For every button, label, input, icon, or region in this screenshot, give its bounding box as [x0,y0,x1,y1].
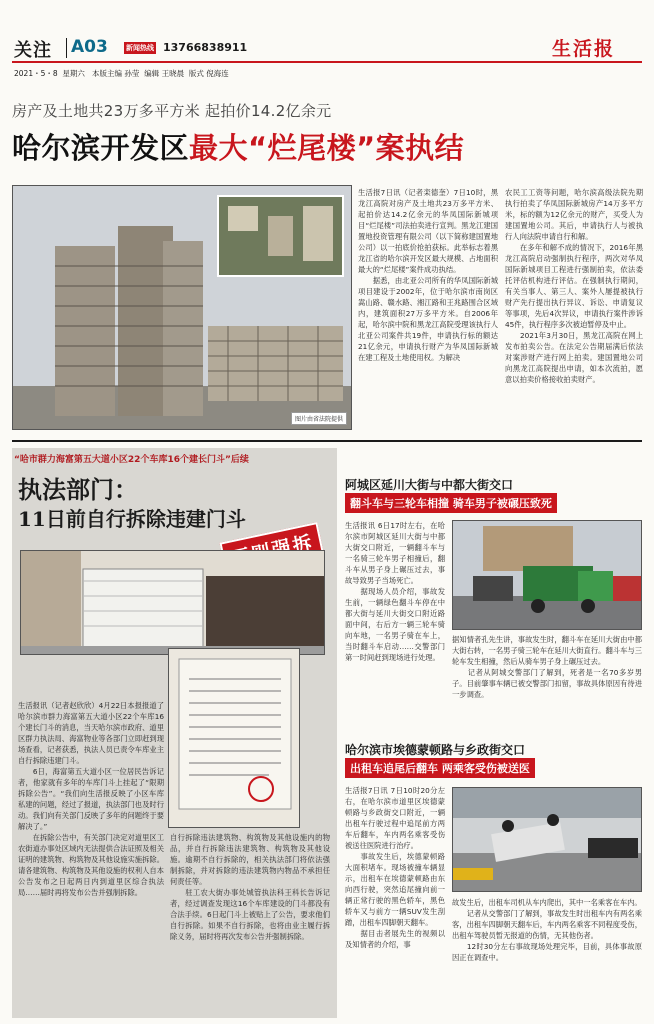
story2-notice-photo [168,648,300,828]
story1-headline-black: 哈尔滨开发区 [12,131,190,165]
story1-headline [12,126,464,167]
story1-photo-caption: 图片由省法院提供 [291,412,347,425]
story3-headline: 阿城区延川大街与中都大街交口 [345,478,514,492]
demolition-notice-illustration [169,649,300,828]
dump-truck-accident-illustration [453,521,642,630]
story3-photo [452,520,642,630]
story2-garage-photo [20,550,325,655]
story3-body-col1: 生活报讯 6日17时左右，在哈尔滨市阿城区延川大街与中都大街交口附近，一辆翻斗车与一名骑三轮车男子相撞后，翻斗车从男子身上碾压过去，事故导致男子当场死亡。 据现场人员介绍，事故发生前，一辆绿色翻斗车停在中都大街与延川大街交口附近路面中间，右后方一辆三轮车骑向车地，一名男子骑在车上，当时翻斗车启动……交警部门第一时间赶到现场进行处理。 [345,521,445,662]
story1-photo [12,185,352,430]
section-title: 关注 [14,40,52,61]
story3-subhead: 翻斗车与三轮车相撞 骑车男子被碾压致死 [345,493,557,513]
hotline-badge: 新闻热线 [126,44,154,52]
newspaper-logo: 生活报 [552,38,616,60]
section-divider [12,440,642,442]
garage-doors-illustration [21,551,325,655]
story1-kicker: 房产及土地共23万多平方米 起拍价14.2亿余元 [12,102,332,120]
story4-photo [452,787,642,892]
story4-subhead: 出租车追尾后翻车 两乘客受伤被送医 [345,758,535,778]
section-separator [66,38,67,58]
story2-body-col1: 生活报讯（记者赵欣欣）4月22日本报报道了哈尔滨市群力海富第五大道小区22个车库16个建长门斗的消息，当天哈尔滨市政府、道里区群力执法局、海富物业等各部门立即赶到现场查看，记者获悉，执法人员已责令车库业主自行拆除违建门斗。 6日，海富第五大道小区一位居民告诉记者，他家就有多年的车库门斗上挂起了“限期拆除公告”。“我们向生活报反映了小区车库私建的问题，经过了报道，执法部门也及时行动。我们向有关部门反映了多年的问题终于要解决了。” 在拆除公告中，有关部门决定对道里区工农街道办事处区域内无法提供合法证照及相关证明的建筑物、构筑物及其他设施实施拆除。请各建筑物、构筑物及其他设施的权利人自本公告发布之日起两日内到道里区综合执法局……届时再将发布公告并强制拆除。 [18,701,164,897]
story2-body-col2: 自行拆除违法建筑物、构筑物及其他设施内的物品，并自行拆除违法建筑物、构筑物及其他设施。逾期不自行拆除的，相关执法部门将依法强制拆除，并对拆除的违法建筑物内物品不承担任何责任等。 驻工农大街办事处城管执法科王科长告诉记者，经过调查发现这16个车库建设的门斗都没有合法手续。6日起门斗上被贴上了公告，要求他们自行拆除。如果不自行拆除，也将由业主履行拆除义务，届时将再次发布公告并强制拆除。 [170,833,330,941]
story1-headline-red: 最大“烂尾楼”案执结 [189,131,465,165]
overturned-taxi-illustration [453,788,642,892]
story2-headline-line2: 11日前自行拆除违建门斗 [18,507,246,531]
hotline-number: 13766838911 [163,41,248,54]
story3-body-col2: 据知情者孔先生讲，事故发生时，翻斗车在延川大街由中都大街右转，一名男子骑三轮车在延川大街直行。翻斗车与三轮车发生相撞，然后从骑车男子身上碾压过去。 记者从阿城交警部门了解到，死者是一名70多岁男子。目前肇事车辆已被交警部门扣留，事故具体原因有待进一步调查。 [452,635,642,699]
story4-body-col1: 生活报7日讯 7日10时20分左右，在哈尔滨市道里区埃德蒙顿路与乡政街交口附近，一辆出租车行驶过程中追尾前方两车后翻车，车内两名乘客受伤被送往医院进行治疗。 事故发生后，埃德蒙顿路大面积堵车。现场被撞车辆显示，出租车在埃德蒙顿路由东向西行驶，突然追尾撞向前一辆正常行驶的黑色轿车，黑色轿车又与前方一辆SUV发生刮蹭，出租车四脚朝天翻车。 据目击者展先生的视频以及知情者的介绍，事 [345,786,445,949]
story2-kicker: “哈市群力海富第五大道小区22个车库16个建长门斗”后续 [14,455,249,465]
masthead-rule [12,61,642,63]
story4-headline: 哈尔滨市埃德蒙顿路与乡政街交口 [345,743,526,757]
story2-headline-line1: 执法部门： [18,475,138,504]
masthead [0,0,654,82]
story1-body-col1: 生活报7日讯（记者栾德奎）7日10时，黑龙江高院对房产及土地共23万多平方米、起拍价达14.2亿余元的华凤国际新城项目“烂尾楼”司法拍卖进行宣判。黑龙江建国置地投资管理有限公司（以下简称建国置地公司）以一拍底价抢拍获标。此举标志着黑龙江省的哈尔滨开发区最大规模、占地面积最大的“烂尾楼”案件成功执结。 据悉，由北亚公司所有的华凤国际新城项目建设于2002年，位于哈尔滨市南岗区嵩山路、赣水路、湘江路和王兆路围合区域内，建筑面积27万多平方米。自2006年起，哈尔滨中院和黑龙江高院受理该执行人北亚公司案件共19件，申请执行标的额达21亿余元，申请执行财产为华凤国际新城在建工程及土地使用权。为解决 [358,188,498,362]
story4-body-col2: 故发生后，出租车司机从车内爬出，其中一名乘客在车内。 记者从交警部门了解到，事故发生时出租车内有两名乘客，出租车四脚朝天翻车后，车内两名乘客不同程度受伤，出租车驾驶员暂无报道的伤情，无其他伤者。 12时30分左右事故现场处理完毕，目前，具体事故原因正在调查中。 [452,898,642,962]
story1-body-col2: 农民工工资等问题，哈尔滨高级法院先期执行拍卖了华凤国际新城房产14万多平方米，标的额为12亿余元的财产，买受人为建国置地公司。其后，申请执行人与被执行人向法院申请自行和解。 在多年和解不成的情况下，2016年黑龙江高院启动强制执行程序，两次对华凤国际新城项目工程进行强制拍卖，依法委托评估机构进行评估。在强制执行期间，有关当事人、第三人、案外人屡提被执行财产先行提出执行异议、诉讼、申请复议等事项，先后4次异议，申请执行案件涉诉45件，执行程序多次被迫暂停及中止。 2021年3月30日，黑龙江高院在网上发布拍卖公告。在法定公告期届满后依法对案涉财产进行网上拍卖。建国置地公司向黑龙江高院提出申请，如本次流拍，愿意以拍卖价格接收拍卖财产。 [505,188,643,384]
issue-info: 2021・5・8 星期六 本版主编 孙莹 编辑 王晓晨 版式 倪海连 [14,69,229,78]
unfinished-buildings-illustration [13,186,352,430]
page-number: A03 [71,37,108,57]
